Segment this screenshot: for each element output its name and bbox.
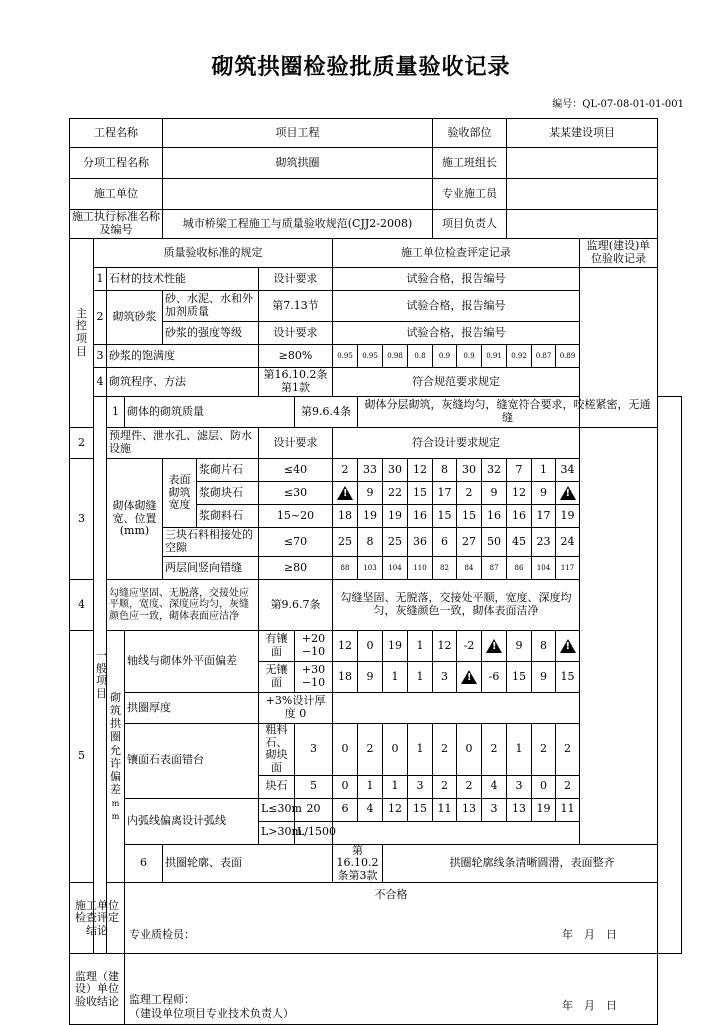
team-leader-label: 施工班组长 <box>433 148 507 179</box>
measure-value: 0.87 <box>532 345 556 368</box>
measure-value: 87 <box>482 557 507 580</box>
measure-value: 104 <box>532 557 556 580</box>
item-name: 砂浆的饱满度 <box>107 345 259 368</box>
measure-value: 0 <box>457 724 482 776</box>
project-manager-value <box>507 210 658 239</box>
measure-value: 22 <box>383 482 408 505</box>
measure-value: 25 <box>333 528 358 557</box>
project-name-label: 工程名称 <box>70 119 163 148</box>
measure-value: 27 <box>457 528 482 557</box>
sub-item: L≤30m <box>259 798 295 821</box>
measure-value: 88 <box>333 557 358 580</box>
general-items-category: 一般项目 <box>94 397 107 954</box>
item-name: 三块石料相接处的空隙 <box>163 528 259 557</box>
measure-value: 7 <box>507 459 532 482</box>
warning-icon <box>560 639 576 653</box>
item-result: 符合设计要求规定 <box>333 428 580 459</box>
measure-value: 0.9 <box>433 345 457 368</box>
item-name: 拱圈轮廓、表面 <box>163 844 333 883</box>
measure-value: 9 <box>507 631 532 662</box>
measure-value: 3 <box>482 798 507 821</box>
measure-value: 50 <box>482 528 507 557</box>
measure-value: 3 <box>408 775 433 798</box>
measure-value: 15 <box>433 505 457 528</box>
item-name: 砂浆的强度等级 <box>163 322 259 345</box>
surface-group: 表面砌筑宽度 <box>163 459 197 528</box>
item-requirement: 第16.10.2条第1款 <box>259 368 333 397</box>
measure-value: 16 <box>408 505 433 528</box>
measure-value: 34 <box>556 459 580 482</box>
row-no: 3 <box>94 345 107 368</box>
measure-value: 16 <box>482 505 507 528</box>
record-code: 编号：QL-07-08-01-01-001 <box>552 99 684 110</box>
measure-value: 1 <box>383 775 408 798</box>
measure-value: 9 <box>358 662 383 693</box>
measure-value: 8 <box>433 459 457 482</box>
item-requirement: +3%设计厚度 0 <box>259 693 333 724</box>
item-name: 砂、水泥、水和外加剂质量 <box>163 291 259 322</box>
measure-value: 15 <box>408 482 433 505</box>
sub-item: L>30m <box>259 821 295 844</box>
item-requirement: +30 −10 <box>295 662 333 693</box>
measure-value: 117 <box>556 557 580 580</box>
item-requirement: +20 −10 <box>295 631 333 662</box>
measure-value: 1 <box>408 724 433 776</box>
item-name: 勾缝应坚固、无脱落，交接处应平顺，宽度、深度应均匀，灰缝颜色应一致，砌体表面应洁净 <box>107 580 259 631</box>
warning-icon <box>486 639 502 653</box>
row-no: 5 <box>70 631 94 883</box>
measure-value: 19 <box>383 505 408 528</box>
deviation-group <box>107 631 125 883</box>
measure-value: 1 <box>408 631 433 662</box>
sub-project-value: 砌筑拱圈 <box>163 148 433 179</box>
measure-value: 18 <box>333 662 358 693</box>
measure-value: 23 <box>532 528 556 557</box>
item-requirement: 第7.13节 <box>259 291 333 322</box>
item-result <box>333 693 580 724</box>
measure-value: 25 <box>383 528 408 557</box>
item-requirement: ≤30 <box>259 482 333 505</box>
measure-value: 2 <box>358 724 383 776</box>
measure-value: 86 <box>507 557 532 580</box>
item-name: 拱圈厚度 <box>125 693 259 724</box>
supervisor-conclusion-cell <box>125 954 658 1025</box>
team-leader-value <box>507 148 658 179</box>
row-no: 2 <box>94 291 107 345</box>
contractor-check-header: 施工单位检查评定记录 <box>333 239 580 268</box>
measure-value: 11 <box>433 798 457 821</box>
supervisor-date: 年 月 日 <box>562 999 618 1013</box>
measure-value: 12 <box>507 482 532 505</box>
measure-value: 2 <box>532 724 556 776</box>
measure-value: 0.95 <box>358 345 383 368</box>
item-name: 浆砌块石 <box>197 482 259 505</box>
acceptance-part-label: 验收部位 <box>433 119 507 148</box>
measure-value: 0 <box>383 724 408 776</box>
inspector-label: 专业质检员： <box>129 928 195 942</box>
measure-value: 0 <box>532 775 556 798</box>
measure-value: 17 <box>532 505 556 528</box>
item-name: 砌体的砌筑质量 <box>125 397 295 428</box>
measure-value: 9 <box>532 482 556 505</box>
measure-value: 1 <box>532 459 556 482</box>
measure-value: 19 <box>532 798 556 821</box>
supervisor-header: 监理(建设)单位验收记录 <box>580 239 658 268</box>
engineer-note: （建设单位项目专业技术负责人） <box>129 1007 294 1021</box>
item-result: 勾缝坚固、无脱落，交接处平顺，宽度、深度均匀，灰缝颜色一致，砌体表面洁净 <box>333 580 580 631</box>
measure-value: 4 <box>358 798 383 821</box>
item-result: 符合规范要求规定 <box>333 368 580 397</box>
item-name: 浆砌料石 <box>197 505 259 528</box>
row-no: 4 <box>70 580 94 631</box>
sub-item: 块石 <box>259 775 295 798</box>
item-name: 浆砌片石 <box>197 459 259 482</box>
measure-value: 12 <box>408 459 433 482</box>
std-column-header: 质量验收标准的规定 <box>94 239 333 268</box>
measure-value: 17 <box>433 482 457 505</box>
project-name-value: 项目工程 <box>163 119 433 148</box>
mortar-group: 砌筑砂浆 <box>107 291 163 345</box>
measure-value: 82 <box>433 557 457 580</box>
item-result <box>333 821 580 844</box>
item-requirement: ≥80% <box>259 345 333 368</box>
deviation-group-label: 砌筑拱圈允许偏差 <box>110 690 121 797</box>
measure-value: 2 <box>433 775 457 798</box>
measure-value: 45 <box>507 528 532 557</box>
sub-item: 无镶面 <box>259 662 295 693</box>
measure-value: 2 <box>482 724 507 776</box>
measure-value: 6 <box>333 798 358 821</box>
measure-value: 30 <box>383 459 408 482</box>
item-result: 砌体分层砌筑，灰缝均匀，缝宽符合要求，咬槎紧密，无通缝 <box>358 397 658 428</box>
measure-value: 19 <box>556 505 580 528</box>
contractor-conclusion-label: 施工单位检查评定结论 <box>70 883 125 954</box>
measure-value: 18 <box>333 505 358 528</box>
row-no: 6 <box>125 844 163 883</box>
measure-value: -2 <box>457 631 482 662</box>
item-result: 试验合格，报告编号 <box>333 322 580 345</box>
measure-value: 0 <box>358 631 383 662</box>
measure-value: 0.89 <box>556 345 580 368</box>
contractor-label: 施工单位 <box>70 179 163 210</box>
item-name: 预埋件、泄水孔、滤层、防水设施 <box>107 428 259 459</box>
measure-value: 1 <box>383 662 408 693</box>
warning-icon <box>461 670 477 684</box>
warning-icon <box>337 486 353 500</box>
engineer-label: 监理工程师： <box>129 993 195 1007</box>
measure-value: 6 <box>433 528 457 557</box>
item-result: 试验合格，报告编号 <box>333 268 580 291</box>
measure-value: 8 <box>532 631 556 662</box>
measure-value: 33 <box>358 459 383 482</box>
measure-value <box>457 662 482 693</box>
measure-value: 1 <box>507 724 532 776</box>
item-requirement: 5 <box>295 775 333 798</box>
item-requirement: ≤40 <box>259 459 333 482</box>
row-no: 2 <box>70 428 94 459</box>
item-requirement: 3 <box>295 724 333 776</box>
item-name: 内弧线偏离设计弧线 <box>125 798 259 844</box>
measure-value: 19 <box>383 631 408 662</box>
measure-value: 9 <box>532 662 556 693</box>
contractor-conclusion-cell <box>125 883 658 954</box>
measure-value <box>556 482 580 505</box>
item-requirement: 第9.6.7条 <box>259 580 333 631</box>
measure-value: 3 <box>433 662 457 693</box>
item-result: 拱圈轮廓线条清晰圆滑，表面整齐 <box>383 844 682 883</box>
deviation-unit: mm <box>111 799 120 822</box>
measure-value: -6 <box>482 662 507 693</box>
measure-value: 12 <box>433 631 457 662</box>
row-no: 1 <box>107 397 125 428</box>
measure-value: 24 <box>556 528 580 557</box>
measure-value: 32 <box>482 459 507 482</box>
item-requirement: L/1500 <box>295 821 333 844</box>
joint-group: 砌体砌缝宽、位置(mm) <box>107 459 163 580</box>
main-items-category: 主控项目 <box>70 239 94 428</box>
row-no: 1 <box>94 268 107 291</box>
measure-value: 9 <box>482 482 507 505</box>
measure-value: 104 <box>383 557 408 580</box>
item-requirement: ≥80 <box>259 557 333 580</box>
measure-value: 16 <box>507 505 532 528</box>
measure-value: 15 <box>408 798 433 821</box>
conclusion-date: 年 月 日 <box>562 928 618 942</box>
measure-value: 15 <box>507 662 532 693</box>
measure-value: 0.92 <box>507 345 532 368</box>
measure-value: 30 <box>457 459 482 482</box>
measure-value: 13 <box>507 798 532 821</box>
measure-value: 110 <box>408 557 433 580</box>
measure-value: 2 <box>333 459 358 482</box>
row-no: 4 <box>94 368 107 397</box>
measure-value: 12 <box>383 798 408 821</box>
measure-value: 2 <box>433 724 457 776</box>
item-requirement: 20 <box>295 798 333 821</box>
item-name: 镶面石表面错台 <box>125 724 259 799</box>
item-requirement: 第16.10.2条第3款 <box>333 844 383 883</box>
specialist-value <box>507 179 658 210</box>
project-manager-label: 项目负责人 <box>433 210 507 239</box>
conclusion-text: 不合格 <box>374 888 408 902</box>
measure-value: 13 <box>457 798 482 821</box>
measure-value: 2 <box>556 775 580 798</box>
row-no: 3 <box>70 459 94 580</box>
warning-icon <box>560 486 576 500</box>
measure-value: 8 <box>358 528 383 557</box>
measure-value: 9 <box>358 482 383 505</box>
measure-value: 84 <box>457 557 482 580</box>
measure-value: 0 <box>333 724 358 776</box>
item-name: 轴线与砌体外平面偏差 <box>125 631 259 693</box>
measure-value: 2 <box>556 724 580 776</box>
page-title: 砌筑拱圈检验批质量验收记录 <box>211 55 511 80</box>
item-requirement: 设计要求 <box>259 268 333 291</box>
measure-value: 19 <box>358 505 383 528</box>
item-requirement: 第9.6.4条 <box>295 397 358 428</box>
measure-value <box>333 482 358 505</box>
item-name: 两层间竖向错缝 <box>163 557 259 580</box>
measure-value: 2 <box>457 775 482 798</box>
specialist-label: 专业施工员 <box>433 179 507 210</box>
measure-value: 2 <box>457 482 482 505</box>
measure-value: 0.98 <box>383 345 408 368</box>
measure-value: 0 <box>333 775 358 798</box>
measure-value: 4 <box>482 775 507 798</box>
measure-value <box>482 631 507 662</box>
standard-label: 施工执行标准名称及编号 <box>70 210 163 239</box>
standard-value: 城市桥梁工程施工与质量验收规范(CJJ2-2008) <box>163 210 433 239</box>
inspection-table <box>69 118 682 1025</box>
measure-value: 0.9 <box>457 345 482 368</box>
supervisor-conclusion-label: 监理（建设）单位验收结论 <box>70 954 125 1025</box>
sub-item: 粗料石、砌块面 <box>259 724 295 776</box>
measure-value: 0.95 <box>333 345 358 368</box>
measure-value: 12 <box>333 631 358 662</box>
acceptance-part-value: 某某建设项目 <box>507 119 658 148</box>
sub-item: 有镶面 <box>259 631 295 662</box>
item-requirement: 15~20 <box>259 505 333 528</box>
measure-value: 103 <box>358 557 383 580</box>
item-requirement: ≤70 <box>259 528 333 557</box>
measure-value: 0.8 <box>408 345 433 368</box>
sub-project-label: 分项工程名称 <box>70 148 163 179</box>
measure-value: 36 <box>408 528 433 557</box>
measure-value: 3 <box>507 775 532 798</box>
measure-value: 11 <box>556 798 580 821</box>
contractor-value <box>163 179 433 210</box>
item-name: 砌筑程序、方法 <box>107 368 259 397</box>
measure-value: 1 <box>358 775 383 798</box>
measure-value: 1 <box>408 662 433 693</box>
measure-value: 15 <box>457 505 482 528</box>
item-requirement: 设计要求 <box>259 322 333 345</box>
item-name: 石材的技术性能 <box>107 268 259 291</box>
measure-value <box>556 631 580 662</box>
item-result: 试验合格，报告编号 <box>333 291 580 322</box>
measure-value: 15 <box>556 662 580 693</box>
item-requirement: 设计要求 <box>259 428 333 459</box>
measure-value: 0.91 <box>482 345 507 368</box>
